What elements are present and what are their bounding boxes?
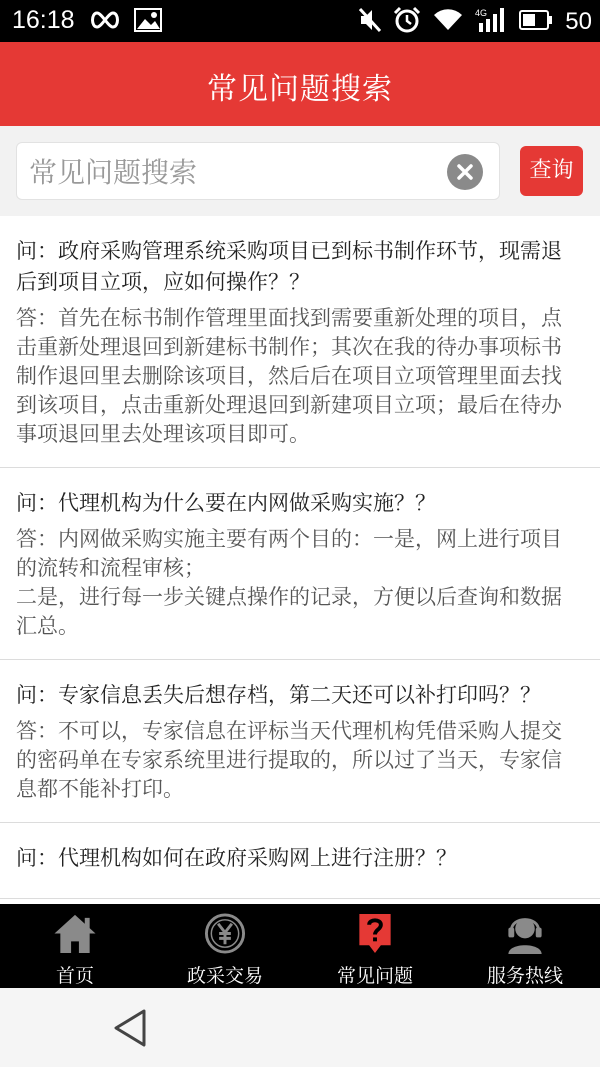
image-icon: [134, 8, 162, 36]
faq-answer: 答：内网做采购实施主要有两个目的：一是，网上进行项目的流转和流程审核； 二是，进行每一步关键点操作的记录，方便以后查询和数据汇总。: [16, 527, 562, 638]
tab-hotline[interactable]: [450, 904, 600, 988]
faq-list[interactable]: [0, 216, 600, 904]
page-title: 常见问题搜索: [207, 72, 393, 107]
app-header: [0, 42, 600, 126]
alarm-icon: [393, 6, 421, 38]
tab-home[interactable]: [0, 904, 150, 988]
faq-item[interactable]: [0, 216, 600, 468]
question-icon: [355, 912, 395, 955]
clear-button[interactable]: [447, 154, 483, 190]
svg-text:4G: 4G: [475, 8, 488, 18]
back-button[interactable]: [112, 1008, 148, 1052]
yuan-coin-icon: [203, 912, 247, 955]
faq-answer: 答：首先在标书制作管理里面找到需要重新处理的项目，点击重新处理退回到新建标书制作；其次在我的待办事项标书制作退回里去删除该项目，然后后在项目立项管理里面去找到该项目，点击重新处理退回到新建项目立项；最后在待办事项退回里去处理该项目即可。: [16, 306, 562, 446]
home-icon: [52, 912, 98, 955]
faq-answer: 答：不可以，专家信息在评标当天代理机构凭借采购人提交的密码单在专家系统里进行提取的，所以过了当天，专家信息都不能补打印。: [16, 719, 562, 801]
status-left-icons: [88, 8, 162, 36]
headset-icon: [502, 912, 548, 955]
battery-level: 50: [565, 8, 592, 35]
close-icon: [456, 163, 474, 181]
search-button[interactable]: 查询: [520, 146, 583, 196]
battery-icon: [519, 9, 553, 35]
tab-label: 首页: [55, 965, 94, 987]
bottom-tab-bar: [0, 904, 600, 988]
status-right-icons: [359, 6, 592, 38]
status-bar: [0, 0, 600, 42]
tab-label: 常见问题: [336, 965, 413, 987]
search-area: [0, 126, 600, 216]
tab-faq[interactable]: [300, 904, 450, 988]
signal-icon: [475, 7, 507, 37]
faq-item[interactable]: [0, 660, 600, 823]
tab-trade[interactable]: [150, 904, 300, 988]
infinity-icon: [88, 9, 122, 35]
faq-question: 问：政府采购管理系统采购项目已到标书制作环节，现需退后到项目立项，应如何操作？？: [16, 239, 562, 294]
faq-item[interactable]: [0, 468, 600, 660]
status-time: 16:18: [12, 6, 75, 34]
mute-icon: [359, 7, 381, 37]
system-nav-bar: [0, 988, 600, 1067]
search-box: [16, 142, 500, 200]
back-triangle-icon: [112, 1008, 148, 1048]
faq-item[interactable]: [0, 823, 600, 899]
faq-question: 问：代理机构为什么要在内网做采购实施？？: [16, 491, 436, 515]
wifi-icon: [433, 8, 463, 36]
faq-question: 问：代理机构如何在政府采购网上进行注册？？: [16, 846, 457, 870]
search-input[interactable]: [29, 151, 439, 193]
tab-label: 服务热线: [486, 965, 563, 987]
tab-label: 政采交易: [186, 965, 263, 987]
faq-question: 问：专家信息丢失后想存档，第二天还可以补打印吗？？: [16, 683, 541, 707]
